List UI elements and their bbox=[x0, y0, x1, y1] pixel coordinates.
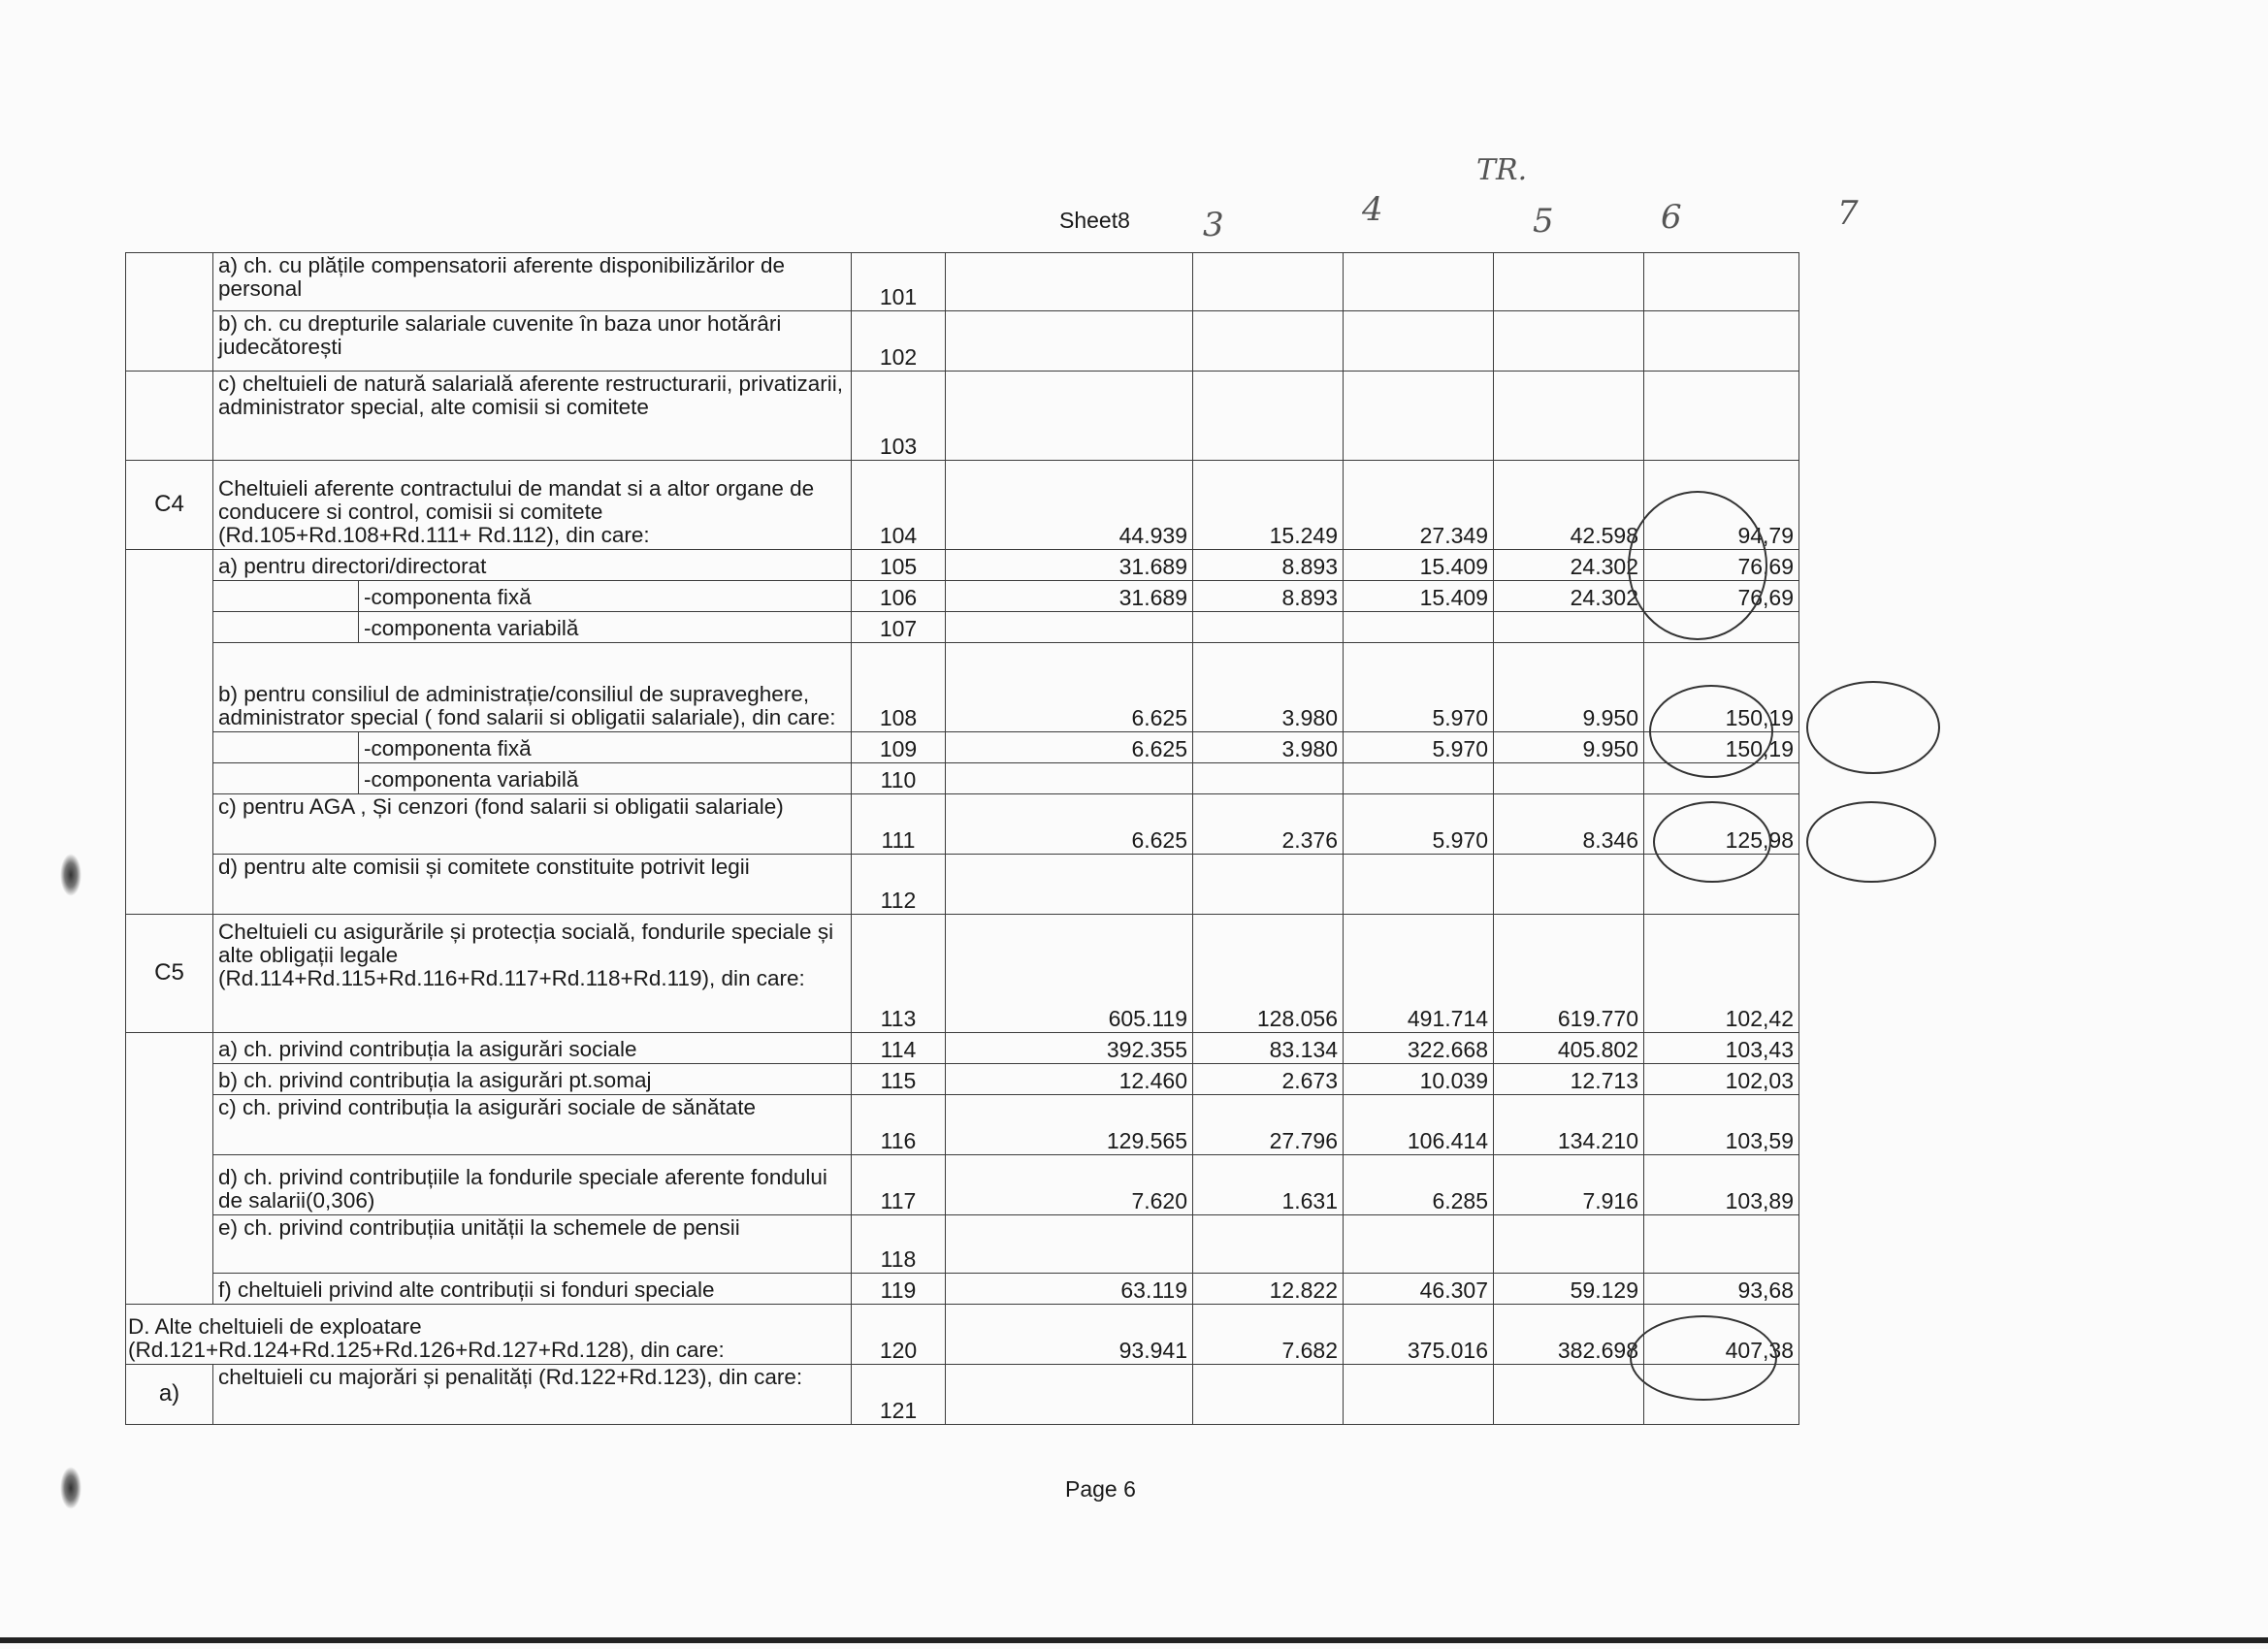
table-row bbox=[126, 1155, 1799, 1215]
value-col7 bbox=[1644, 1215, 1799, 1274]
table-row bbox=[126, 461, 1799, 550]
value-col4: 1.631 bbox=[1193, 1155, 1344, 1215]
row-description: D. Alte cheltuieli de exploatare (Rd.121+Rd.124+Rd.125+Rd.126+Rd.127+Rd.128), din care: bbox=[126, 1305, 852, 1365]
row-number: 106 bbox=[852, 581, 946, 612]
value-col5 bbox=[1344, 763, 1494, 794]
value-col7: 150,19 bbox=[1644, 732, 1799, 763]
row-description: Cheltuieli cu asigurările și protecția socială, fondurile speciale și alte obligații legale (Rd.114+Rd.115+Rd.116+Rd.117+Rd.118+Rd.119), din care: bbox=[213, 915, 852, 1033]
handwritten-tr: TR. bbox=[1476, 153, 1528, 187]
row-number: 119 bbox=[852, 1274, 946, 1305]
row-description: d) pentru alte comisii și comitete constituite potrivit legii bbox=[213, 855, 852, 915]
value-col6: 12.713 bbox=[1494, 1064, 1644, 1095]
value-col7 bbox=[1644, 372, 1799, 461]
value-col6: 9.950 bbox=[1494, 643, 1644, 732]
table-row bbox=[126, 253, 1799, 311]
value-col6: 405.802 bbox=[1494, 1033, 1644, 1064]
value-col6 bbox=[1494, 253, 1644, 311]
value-col4: 8.893 bbox=[1193, 581, 1344, 612]
value-col6: 42.598 bbox=[1494, 461, 1644, 550]
row-description: -componenta fixă bbox=[359, 732, 852, 763]
row-description: -componenta variabilă bbox=[359, 612, 852, 643]
row-description: c) ch. privind contribuția la asigurări sociale de sănătate bbox=[213, 1095, 852, 1155]
row-code bbox=[126, 311, 213, 372]
value-col6 bbox=[1494, 1365, 1644, 1425]
value-col5: 375.016 bbox=[1344, 1305, 1494, 1365]
row-code bbox=[126, 253, 213, 311]
handwritten-circle-mark bbox=[1806, 681, 1940, 774]
row-number: 121 bbox=[852, 1365, 946, 1425]
value-col3 bbox=[946, 372, 1193, 461]
row-number: 111 bbox=[852, 794, 946, 855]
value-col6: 382.698 bbox=[1494, 1305, 1644, 1365]
value-col5: 15.409 bbox=[1344, 550, 1494, 581]
handwritten-col3: 3 bbox=[1203, 206, 1224, 244]
table-row bbox=[126, 915, 1799, 1033]
value-col5 bbox=[1344, 1365, 1494, 1425]
table-row bbox=[126, 643, 1799, 732]
punch-hole-mark bbox=[60, 854, 81, 896]
value-col4: 128.056 bbox=[1193, 915, 1344, 1033]
row-code bbox=[126, 1274, 213, 1305]
value-col4: 3.980 bbox=[1193, 732, 1344, 763]
value-col6 bbox=[1494, 855, 1644, 915]
expense-table bbox=[125, 252, 1799, 1425]
row-number: 116 bbox=[852, 1095, 946, 1155]
value-col3 bbox=[946, 855, 1193, 915]
row-code bbox=[126, 1064, 213, 1095]
row-number: 109 bbox=[852, 732, 946, 763]
table-row bbox=[126, 372, 1799, 461]
indent-cell bbox=[213, 612, 359, 643]
value-col7: 150,19 bbox=[1644, 643, 1799, 732]
value-col5: 5.970 bbox=[1344, 794, 1494, 855]
value-col4: 83.134 bbox=[1193, 1033, 1344, 1064]
value-col4: 2.673 bbox=[1193, 1064, 1344, 1095]
value-col3: 392.355 bbox=[946, 1033, 1193, 1064]
row-number: 118 bbox=[852, 1215, 946, 1274]
row-number: 108 bbox=[852, 643, 946, 732]
value-col6: 24.302 bbox=[1494, 550, 1644, 581]
row-number: 117 bbox=[852, 1155, 946, 1215]
value-col7: 103,43 bbox=[1644, 1033, 1799, 1064]
row-code bbox=[126, 372, 213, 461]
value-col6: 24.302 bbox=[1494, 581, 1644, 612]
value-col4: 7.682 bbox=[1193, 1305, 1344, 1365]
row-code bbox=[126, 1095, 213, 1155]
value-col4 bbox=[1193, 612, 1344, 643]
row-code bbox=[126, 794, 213, 855]
value-col5 bbox=[1344, 311, 1494, 372]
value-col6: 134.210 bbox=[1494, 1095, 1644, 1155]
value-col6: 59.129 bbox=[1494, 1274, 1644, 1305]
row-number: 104 bbox=[852, 461, 946, 550]
row-code bbox=[126, 1215, 213, 1274]
table-row bbox=[126, 1033, 1799, 1064]
value-col5 bbox=[1344, 253, 1494, 311]
value-col4: 3.980 bbox=[1193, 643, 1344, 732]
value-col3: 7.620 bbox=[946, 1155, 1193, 1215]
row-code bbox=[126, 612, 213, 643]
value-col4 bbox=[1193, 1215, 1344, 1274]
row-code: C5 bbox=[126, 915, 213, 1033]
value-col7 bbox=[1644, 253, 1799, 311]
value-col3: 31.689 bbox=[946, 581, 1193, 612]
value-col6 bbox=[1494, 612, 1644, 643]
row-number: 101 bbox=[852, 253, 946, 311]
value-col4 bbox=[1193, 763, 1344, 794]
value-col7: 76,69 bbox=[1644, 581, 1799, 612]
table-row bbox=[126, 855, 1799, 915]
value-col3 bbox=[946, 253, 1193, 311]
value-col3 bbox=[946, 311, 1193, 372]
row-description: a) pentru directori/directorat bbox=[213, 550, 852, 581]
value-col7: 407,38 bbox=[1644, 1305, 1799, 1365]
row-number: 102 bbox=[852, 311, 946, 372]
value-col3 bbox=[946, 1365, 1193, 1425]
value-col6 bbox=[1494, 763, 1644, 794]
handwritten-circle-mark bbox=[1653, 801, 1771, 883]
value-col7 bbox=[1644, 311, 1799, 372]
row-code bbox=[126, 855, 213, 915]
table-row bbox=[126, 1215, 1799, 1274]
indent-cell bbox=[213, 732, 359, 763]
value-col5: 6.285 bbox=[1344, 1155, 1494, 1215]
table-row bbox=[126, 1365, 1799, 1425]
handwritten-col4: 4 bbox=[1362, 190, 1383, 229]
table-row bbox=[126, 311, 1799, 372]
value-col3: 6.625 bbox=[946, 732, 1193, 763]
value-col5: 15.409 bbox=[1344, 581, 1494, 612]
row-description: c) pentru AGA , Și cenzori (fond salarii si obligatii salariale) bbox=[213, 794, 852, 855]
value-col3: 63.119 bbox=[946, 1274, 1193, 1305]
value-col5: 322.668 bbox=[1344, 1033, 1494, 1064]
value-col7: 102,42 bbox=[1644, 915, 1799, 1033]
value-col3: 605.119 bbox=[946, 915, 1193, 1033]
value-col6: 619.770 bbox=[1494, 915, 1644, 1033]
value-col5 bbox=[1344, 855, 1494, 915]
row-code bbox=[126, 1155, 213, 1215]
row-number: 113 bbox=[852, 915, 946, 1033]
row-description: b) pentru consiliul de administrație/consiliul de supraveghere, administrator special ( fond salarii si obligatii salariale), din care: bbox=[213, 643, 852, 732]
value-col5: 10.039 bbox=[1344, 1064, 1494, 1095]
value-col4 bbox=[1193, 311, 1344, 372]
table-row bbox=[126, 794, 1799, 855]
row-number: 103 bbox=[852, 372, 946, 461]
row-description: c) cheltuieli de natură salarială aferente restructurarii, privatizarii, administrator special, alte comisii si comitete bbox=[213, 372, 852, 461]
handwritten-circle-mark bbox=[1628, 491, 1767, 640]
value-col7: 103,89 bbox=[1644, 1155, 1799, 1215]
value-col4 bbox=[1193, 855, 1344, 915]
row-number: 120 bbox=[852, 1305, 946, 1365]
table-row bbox=[126, 763, 1799, 794]
row-number: 110 bbox=[852, 763, 946, 794]
value-col7: 76,69 bbox=[1644, 550, 1799, 581]
value-col7: 103,59 bbox=[1644, 1095, 1799, 1155]
row-description: b) ch. cu drepturile salariale cuvenite în baza unor hotărâri judecătorești bbox=[213, 311, 852, 372]
row-code bbox=[126, 550, 213, 581]
row-description: cheltuieli cu majorări și penalități (Rd.122+Rd.123), din care: bbox=[213, 1365, 852, 1425]
value-col5: 5.970 bbox=[1344, 643, 1494, 732]
row-description: f) cheltuieli privind alte contribuții si fonduri speciale bbox=[213, 1274, 852, 1305]
value-col6 bbox=[1494, 311, 1644, 372]
row-description: Cheltuieli aferente contractului de mandat si a altor organe de conducere si control, comisii si comitete (Rd.105+Rd.108+Rd.111+ Rd.112), din care: bbox=[213, 461, 852, 550]
table-row bbox=[126, 612, 1799, 643]
value-col5 bbox=[1344, 372, 1494, 461]
value-col6 bbox=[1494, 1215, 1644, 1274]
value-col4: 27.796 bbox=[1193, 1095, 1344, 1155]
row-code bbox=[126, 1033, 213, 1064]
value-col5: 46.307 bbox=[1344, 1274, 1494, 1305]
row-code bbox=[126, 581, 213, 612]
row-number: 115 bbox=[852, 1064, 946, 1095]
sheet-label: Sheet8 bbox=[1059, 208, 1130, 233]
page-footer: Page 6 bbox=[1065, 1476, 1136, 1502]
scan-edge-line bbox=[0, 1637, 2268, 1643]
row-number: 112 bbox=[852, 855, 946, 915]
value-col7: 93,68 bbox=[1644, 1274, 1799, 1305]
value-col3: 6.625 bbox=[946, 643, 1193, 732]
value-col6: 7.916 bbox=[1494, 1155, 1644, 1215]
handwritten-col5: 5 bbox=[1533, 202, 1554, 241]
value-col7: 102,03 bbox=[1644, 1064, 1799, 1095]
value-col3: 6.625 bbox=[946, 794, 1193, 855]
indent-cell bbox=[213, 763, 359, 794]
value-col5 bbox=[1344, 1215, 1494, 1274]
row-description: d) ch. privind contribuțiile la fondurile speciale aferente fondului de salarii(0,306) bbox=[213, 1155, 852, 1215]
handwritten-col7: 7 bbox=[1837, 194, 1859, 233]
table-row bbox=[126, 581, 1799, 612]
table-row bbox=[126, 1095, 1799, 1155]
value-col3: 12.460 bbox=[946, 1064, 1193, 1095]
row-code bbox=[126, 763, 213, 794]
value-col5: 491.714 bbox=[1344, 915, 1494, 1033]
handwritten-circle-mark bbox=[1806, 801, 1936, 883]
table-row bbox=[126, 1064, 1799, 1095]
value-col3: 31.689 bbox=[946, 550, 1193, 581]
value-col4: 15.249 bbox=[1193, 461, 1344, 550]
value-col6: 8.346 bbox=[1494, 794, 1644, 855]
row-number: 105 bbox=[852, 550, 946, 581]
value-col3: 44.939 bbox=[946, 461, 1193, 550]
value-col5: 5.970 bbox=[1344, 732, 1494, 763]
row-description: -componenta fixă bbox=[359, 581, 852, 612]
value-col4: 12.822 bbox=[1193, 1274, 1344, 1305]
row-code bbox=[126, 732, 213, 763]
row-description: a) ch. privind contribuția la asigurări sociale bbox=[213, 1033, 852, 1064]
value-col3 bbox=[946, 763, 1193, 794]
table-row bbox=[126, 1305, 1799, 1365]
indent-cell bbox=[213, 581, 359, 612]
table-row bbox=[126, 550, 1799, 581]
value-col3 bbox=[946, 1215, 1193, 1274]
row-description: e) ch. privind contribuțiia unității la schemele de pensii bbox=[213, 1215, 852, 1274]
value-col7: 94,79 bbox=[1644, 461, 1799, 550]
value-col4 bbox=[1193, 1365, 1344, 1425]
value-col4: 8.893 bbox=[1193, 550, 1344, 581]
value-col5 bbox=[1344, 612, 1494, 643]
row-number: 107 bbox=[852, 612, 946, 643]
value-col5: 27.349 bbox=[1344, 461, 1494, 550]
value-col6 bbox=[1494, 372, 1644, 461]
punch-hole-mark bbox=[60, 1467, 81, 1509]
row-code: C4 bbox=[126, 461, 213, 550]
row-number: 114 bbox=[852, 1033, 946, 1064]
value-col3: 129.565 bbox=[946, 1095, 1193, 1155]
value-col4 bbox=[1193, 253, 1344, 311]
row-description: a) ch. cu plățile compensatorii aferente disponibilizărilor de personal bbox=[213, 253, 852, 311]
row-description: b) ch. privind contribuția la asigurări pt.somaj bbox=[213, 1064, 852, 1095]
handwritten-circle-mark bbox=[1649, 685, 1773, 778]
row-description: -componenta variabilă bbox=[359, 763, 852, 794]
value-col5: 106.414 bbox=[1344, 1095, 1494, 1155]
table-row bbox=[126, 732, 1799, 763]
value-col4 bbox=[1193, 372, 1344, 461]
value-col3 bbox=[946, 612, 1193, 643]
value-col6: 9.950 bbox=[1494, 732, 1644, 763]
row-code bbox=[126, 643, 213, 732]
table-row bbox=[126, 1274, 1799, 1305]
value-col3: 93.941 bbox=[946, 1305, 1193, 1365]
handwritten-circle-mark bbox=[1630, 1315, 1777, 1401]
row-code: a) bbox=[126, 1365, 213, 1425]
value-col7: 125,98 bbox=[1644, 794, 1799, 855]
value-col4: 2.376 bbox=[1193, 794, 1344, 855]
handwritten-col6: 6 bbox=[1661, 198, 1682, 237]
